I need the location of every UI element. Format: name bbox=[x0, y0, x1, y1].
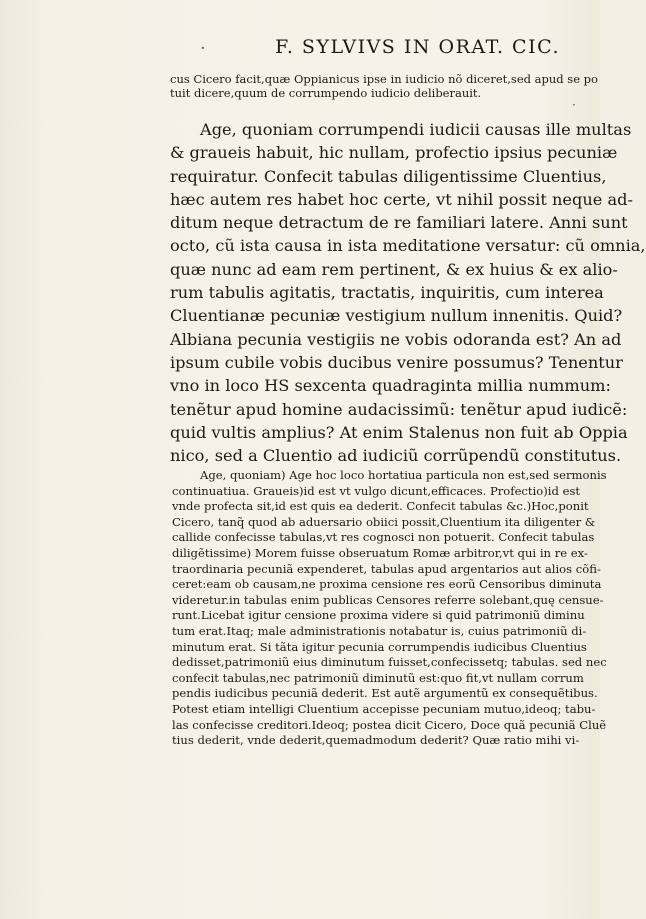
preamble-text bbox=[170, 72, 598, 100]
commentary-line: confecit tabulas,nec patrimoniũ diminutũ est:quo fit,vt nullam corrum bbox=[172, 670, 584, 685]
main-line: quæ nunc ad eam rem pertinent, & ex huius & ex alio- bbox=[170, 259, 618, 279]
commentary-line: pendis iudicibus pecuniã dederit. Est autẽ argumentũ ex consequẽtibus. bbox=[172, 686, 598, 701]
commentary-line: tius dederit, vnde dederit,quemadmodum dederit? Quæ ratio mihi vi- bbox=[172, 733, 580, 748]
main-line: hæc autem res habet hoc certe, vt nihil possit neque ad- bbox=[170, 189, 633, 209]
commentary-line: tum erat.Itaq; male administrationis notabatur is, cuius patrimoniũ di- bbox=[172, 623, 587, 638]
commentary-line: runt.Licebat igitur censione proxima videre si quid patrimoniũ diminu bbox=[172, 608, 585, 623]
commentary-line: Potest etiam intelligi Cluentium accepisse pecuniam mutuo,ideoq; tabu- bbox=[172, 701, 596, 716]
commentary-line: callide confecisse tabulas,vt res cognosci non potuerit. Confecit tabulas bbox=[172, 530, 595, 545]
main-line: octo, cũ ista causa in ista meditatione versatur: cũ omnia, bbox=[170, 236, 646, 256]
main-line: Cluentianæ pecuniæ vestigium nullum innenitis. Quid? bbox=[170, 306, 623, 326]
main-line: quid vultis amplius? At enim Stalenus non fuit ab Oppia bbox=[170, 422, 628, 442]
main-line: ditum neque detractum de re familiari latere. Anni sunt bbox=[170, 213, 628, 233]
main-line: & graueis habuit, hic nullam, profectio ipsius pecuniæ bbox=[170, 143, 618, 163]
margin-mark: · bbox=[572, 98, 576, 112]
main-line: ipsum cubile vobis ducibus venire possumus? Tenentur bbox=[170, 352, 623, 372]
commentary-line: traordinaria pecuniã expenderet, tabulas apud argentarios aut alios cõfi- bbox=[172, 561, 601, 576]
commentary-line: continuatiua. Graueis)id est vt vulgo dicunt,efficaces. Profectio)id est bbox=[172, 483, 581, 498]
commentary-line: vnde profecta sit,id est quis ea dederit. Confecit tabulas &c.)Hoc,ponit bbox=[172, 499, 589, 514]
running-head-mark: · bbox=[200, 38, 206, 59]
commentary-line: las confecisse creditori.Ideoq; postea dicit Cicero, Doce quã pecuniã Cluẽ bbox=[172, 717, 607, 732]
main-line: vno in loco HS sexcenta quadraginta millia nummum: bbox=[170, 376, 611, 396]
main-line: Age, quoniam corrumpendi iudicii causas ille multas bbox=[200, 120, 632, 139]
commentary-line: minutum erat. Si tãta igitur pecunia corrumpendis iudicibus Cluentius bbox=[172, 639, 587, 654]
main-line: requiratur. Confecit tabulas diligentissime Cluentius, bbox=[170, 166, 607, 186]
main-line: rum tabulis agitatis, tractatis, inquiritis, cum interea bbox=[170, 283, 604, 303]
main-line: tenẽtur apud homine audacissimũ: tenẽtur apud iudicẽ: bbox=[170, 399, 628, 419]
main-line: Albiana pecunia vestigiis ne vobis odoranda est? An ad bbox=[170, 329, 622, 349]
commentary-line: Age, quoniam) Age hoc loco hortatiua particula non est,sed sermonis bbox=[200, 468, 607, 482]
preamble-line: tuit dicere,quum de corrumpendo iudicio deliberauit. bbox=[170, 86, 482, 100]
commentary-line: videretur.in tabulas enim publicas Censores referre solebant,quę censue- bbox=[172, 592, 604, 607]
commentary-line: diligẽtissime) Morem fuisse obseruatum Romæ arbitror,vt qui in re ex- bbox=[172, 545, 588, 560]
main-text bbox=[170, 118, 646, 467]
commentary-line: dedisset,patrimoniũ eius diminutum fuisset,confecissetq; tabulas. sed nec bbox=[172, 655, 607, 670]
commentary-line: ceret:eam ob causam,ne proxima censione res eorũ Censoribus diminuta bbox=[172, 577, 602, 592]
running-head: F. SYLVIVS IN ORAT. CIC. bbox=[275, 36, 560, 58]
commentary-line: Cicero, tanq̃ quod ab aduersario obiici possit,Cluentium ita diligenter & bbox=[172, 514, 596, 529]
commentary-text bbox=[172, 468, 607, 749]
preamble-line: cus Cicero facit,quæ Oppianicus ipse in iudicio nõ diceret,sed apud se po bbox=[170, 72, 598, 86]
main-line: nico, sed a Cluentio ad iudiciũ corrũpendũ constitutus. bbox=[170, 446, 622, 466]
